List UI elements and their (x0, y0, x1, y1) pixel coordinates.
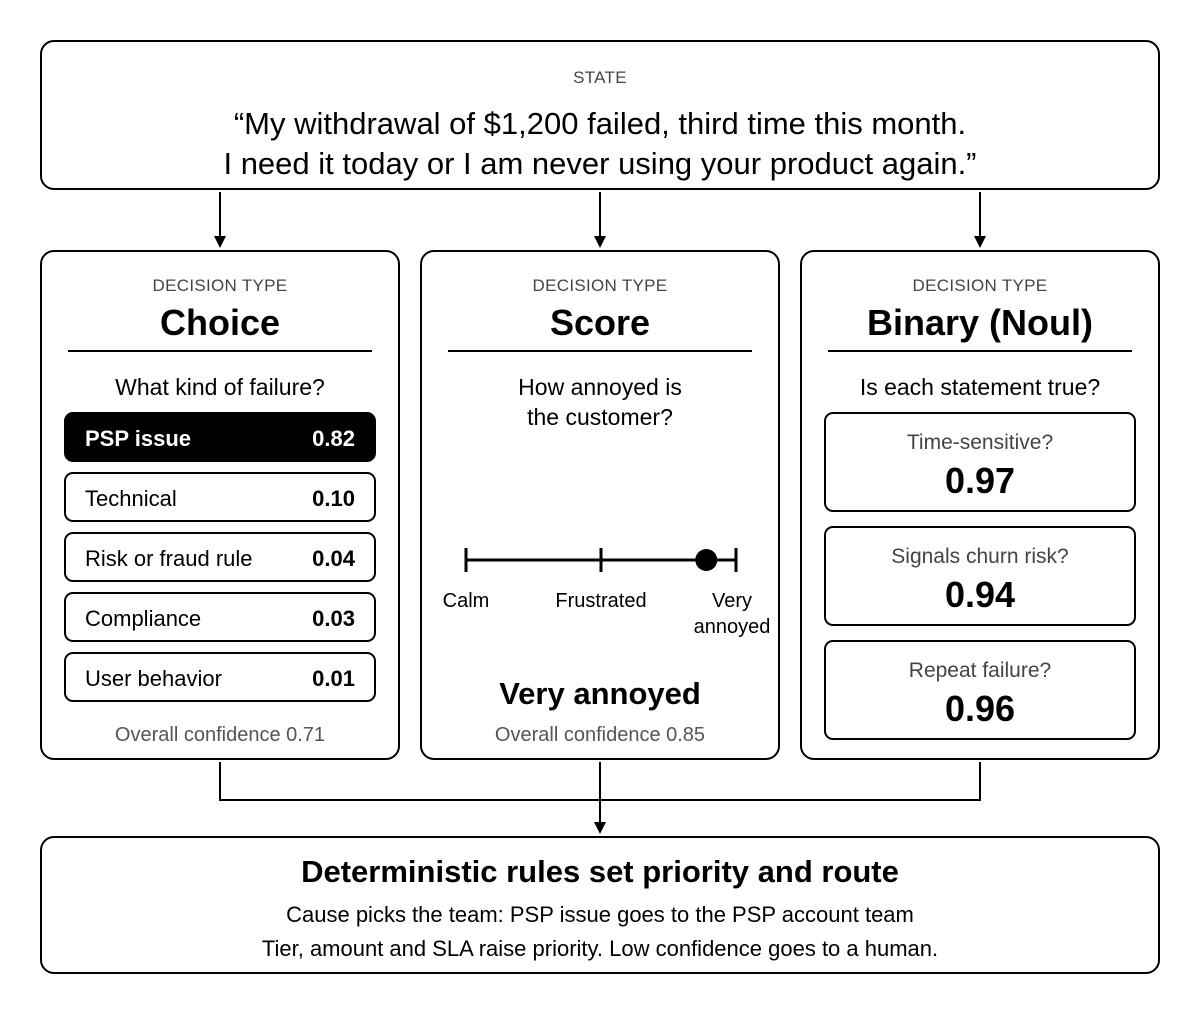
state-quote-line-1: “My withdrawal of $1,200 failed, third time this month. (233, 106, 967, 141)
statement-probability: 0.96 (944, 688, 1016, 729)
statement-churn-risk (824, 526, 1136, 626)
scale-label-very-annoyed-line-1: Very (711, 590, 753, 612)
scale-label-very-annoyed-line-2: annoyed (693, 616, 771, 638)
choice-title: Choice (159, 302, 281, 343)
statement-repeat-failure (824, 640, 1136, 740)
scale-marker (695, 549, 717, 571)
choice-question: What kind of failure? (115, 374, 325, 400)
score-question-line-2: the customer? (527, 404, 673, 430)
scale-label-calm: Calm (442, 590, 490, 612)
option-label: User behavior (85, 666, 222, 691)
option-label: Risk or fraud rule (85, 546, 253, 571)
option-probability: 0.03 (312, 606, 355, 631)
rules-line-2: Tier, amount and SLA raise priority. Low confidence goes to a human. (261, 936, 939, 961)
choice-type-label: DECISION TYPE (152, 276, 288, 295)
option-probability: 0.82 (312, 426, 355, 451)
score-type-label: DECISION TYPE (532, 276, 668, 295)
rules-box (40, 836, 1160, 974)
statement-label: Time-sensitive? (906, 431, 1054, 454)
choice-option-user-behavior (64, 652, 376, 702)
binary-question: Is each statement true? (859, 374, 1101, 400)
option-probability: 0.04 (312, 546, 355, 571)
scale-label-frustrated: Frustrated (555, 590, 647, 612)
choice-confidence: Overall confidence 0.71 (114, 724, 326, 746)
choice-option-technical (64, 472, 376, 522)
score-title: Score (549, 302, 651, 343)
binary-card (800, 250, 1160, 760)
binary-type-label: DECISION TYPE (912, 276, 1048, 295)
choice-card (40, 250, 400, 760)
rules-title: Deterministic rules set priority and route (301, 854, 899, 889)
state-label: STATE (573, 68, 627, 87)
rules-line-1: Cause picks the team: PSP issue goes to the PSP account team (286, 902, 914, 927)
state-quote-line-2: I need it today or I am never using your product again.” (223, 146, 977, 181)
binary-title: Binary (Noul) (866, 302, 1093, 343)
score-card (420, 250, 780, 760)
statement-probability: 0.94 (944, 574, 1016, 615)
statement-probability: 0.97 (944, 460, 1016, 501)
choice-option-compliance (64, 592, 376, 642)
option-label: PSP issue (85, 426, 191, 451)
option-label: Compliance (85, 606, 202, 631)
choice-option-risk-or-fraud-rule (64, 532, 376, 582)
option-probability: 0.10 (312, 486, 355, 511)
scale-label-very-annoyed (692, 588, 772, 640)
statement-label: Repeat failure? (908, 659, 1052, 682)
choice-divider (68, 350, 372, 352)
statement-time-sensitive (824, 412, 1136, 512)
binary-divider (828, 350, 1132, 352)
score-result: Very annoyed (499, 676, 701, 711)
option-label: Technical (85, 486, 177, 511)
statement-label: Signals churn risk? (891, 545, 1069, 568)
score-question-line-1: How annoyed is (518, 374, 682, 400)
option-probability: 0.01 (312, 666, 355, 691)
choice-option-psp-issue (64, 412, 376, 462)
score-confidence: Overall confidence 0.85 (494, 724, 706, 746)
